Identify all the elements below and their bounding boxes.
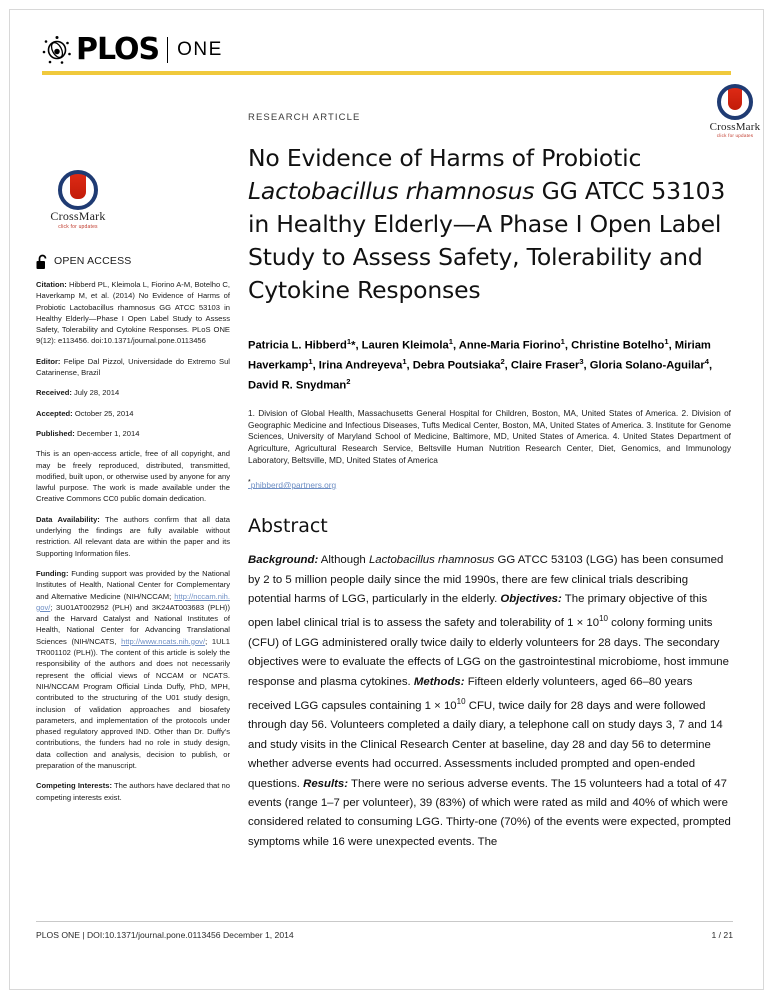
abstract-objectives-label: Objectives: <box>500 593 562 606</box>
title-line-4: Study to Assess Safety, Tolerability and <box>248 243 703 271</box>
crossmark-ring-shape <box>58 170 98 210</box>
accepted-block <box>36 408 230 419</box>
accepted-label: Accepted: <box>36 408 73 418</box>
corresponding-asterisk: * <box>248 478 251 486</box>
received-date: July 28, 2014 <box>71 388 120 398</box>
open-lock-icon <box>36 254 49 270</box>
published-date: December 1, 2014 <box>74 428 140 438</box>
abstract-background-label: Background: <box>248 554 319 567</box>
data-availability-text: The authors confirm that all data underlying the findings are fully available without restriction. All relevant data are within the paper and its Supporting Information files. <box>36 514 230 558</box>
affiliations-list: 1. Division of Global Health, Massachusetts General Hospital for Children, Boston, MA, United States of America. 2. Division of Geographic Medicine and Infectious Diseases, Tufts Medical Center, Boston, MA, United States of America. 3. Institute for Genome Sciences, University of Maryland School of Medicine, Baltimore, MD, United States of America. 4. United States Department of Agriculture, Agricultural Research Service, Beltsville Human Nutrition Research Center, Diet, Genomics, and Immunology Laboratory, Beltsville, MD, United States of America <box>248 407 731 465</box>
crossmark-tagline: click for updates <box>58 224 98 231</box>
data-availability-label: Data Availability: <box>36 514 100 524</box>
nccam-url-link[interactable]: http://nccam.nih.gov/ <box>36 591 230 612</box>
page-number: 1 / 21 <box>711 930 733 940</box>
title-species-italic: Lactobacillus rhamnosus <box>248 177 535 205</box>
page-footer <box>36 930 733 940</box>
title-line-5: Cytokine Responses <box>248 276 481 304</box>
editor-text: Felipe Dal Pizzol, Universidade do Extremo Sul Catarinense, Brazil <box>36 356 230 378</box>
received-label: Received: <box>36 388 72 398</box>
crossmark-tagline: click for updates <box>716 133 754 138</box>
open-access-label: OPEN ACCESS <box>54 255 132 268</box>
accepted-date: October 25, 2014 <box>72 408 134 418</box>
footer-divider <box>36 921 733 922</box>
article-main-column <box>248 112 731 852</box>
funding-block <box>36 568 230 771</box>
competing-interests-label: Competing Interests: <box>36 781 113 791</box>
abstract-results-text: There were no serious adverse events. The 15 volunteers had a total of 47 events (range 1–7 per volunteer), 39 (83%) of which were rated as mild and 40% of which were considered related to consuming LGG. Thirty-one (70%) of the events were expected, prompted symptoms while 16 were unexpected events. The <box>248 777 731 848</box>
received-block <box>36 387 230 398</box>
crossmark-label: CrossMark <box>50 209 106 223</box>
page-title <box>248 142 731 307</box>
title-line-3: in Healthy Elderly—A Phase I Open Label <box>248 210 722 238</box>
competing-interests-text: The authors have declared that no competing interests exist. <box>36 781 230 802</box>
footer-citation: PLOS ONE | DOI:10.1371/journal.pone.0113456 December 1, 2014 <box>36 930 294 940</box>
plos-logo-icon <box>42 35 72 65</box>
ncats-url-link[interactable]: http://www.ncats.nih.gov/ <box>121 636 206 646</box>
plos-wordmark: PLOS <box>76 32 160 67</box>
abstract-objectives-text: The primary objective of this open label clinical trial is to assess the safety and tolerability of $1 \times 10^{10}$ colony forming units (CFU) of LGG administered orally twice daily to elderly volunteers for 28 days. The secondary objectives were to evaluate the effects of LGG on the gastrointestinal microbiome, host immune response and plasma cytokines. <box>248 593 729 688</box>
corresponding-email-text: phibberd@partners.org <box>250 479 337 490</box>
funding-label: Funding: <box>36 568 69 578</box>
open-access-badge[interactable] <box>36 254 230 270</box>
abstract-results-label: Results: <box>303 777 349 790</box>
abstract-body <box>248 551 731 852</box>
crossmark-label: CrossMark <box>709 121 761 133</box>
citation-block <box>36 279 230 347</box>
article-type-kicker: RESEARCH ARTICLE <box>248 112 361 123</box>
published-block <box>36 428 230 439</box>
abstract-methods-label: Methods: <box>413 675 465 688</box>
crossmark-badge-sidebar[interactable] <box>36 170 230 244</box>
title-line-2b: GG ATCC 53103 <box>534 177 726 205</box>
citation-text: Hibberd PL, Kleimola L, Fiorino A-M, Botelho C, Haverkamp M, et al. (2014) No Evidence of Harms of Probiotic Lactobacillus rhamnosus GG ATCC 53103 in Healthy Elderly—Phase I Open Label Study to Assess Safety, Tolerability and Cytokine Responses. PLoS ONE 9(12): e113456. doi:10.1371/journal.pone.0113456 <box>36 280 230 346</box>
crossmark-icon <box>58 170 98 210</box>
title-line-1: No Evidence of Harms of Probiotic <box>248 144 642 172</box>
funding-text-part3: ; 1UL1 TR001102 (PLH)). The content of this article is solely the responsibility of the authors and does not necessarily represent the official views of NCCAM or NCATS. NIH/NCCAM Program Official Linda Duffy, PhD, MPH, contributed to the structuring of the U01 study design, inclusion of validation approaches and biosafety parameters, and implementation of the protocols under phased regulatory approved IND. Other than Dr. Duffy's contributions, the funders had no role in study design, data collection and analysis, decision to publish, or preparation of the manuscript. <box>36 636 230 770</box>
author-list: Patricia L. Hibberd$^1$*, Lauren Kleimola$^1$, Anne-Maria Fiorino$^1$, Christine Botelho$^1$, Miriam Haverkamp$^1$, Irina Andreyeva$^1$, Debra Poutsiaka$^2$, Claire Fraser$^3$, Gloria Solano-Aguilar$^4$, David R. Snydman$^2$ <box>248 337 713 393</box>
editor-label: Editor: <box>36 356 61 366</box>
published-label: Published: <box>36 428 75 438</box>
plos-one-wordmark: ONE <box>177 39 223 60</box>
article-metadata-sidebar <box>36 170 230 812</box>
plos-masthead <box>42 34 223 66</box>
abstract-methods-text: Fifteen elderly volunteers, aged 66–80 years received LGG capsules containing $1 \times 10^{10}$ CFU, twice daily for 28 days and were followed through day 56. Volunteers completed a daily diary, a telephone call on study days 3, 7 and 14 and study visits in the Clinical Research Center at baseline, day 28 and day 56 to determine whether adverse events had occurred. Assessments included prompted and open-ended questions. <box>248 675 723 790</box>
competing-interests-block <box>36 780 230 803</box>
data-availability-block <box>36 514 230 559</box>
funding-text-part1: Funding support was provided by the National Institutes of Health, National Center for Complementary and Alternative Medicine (NIH/NCCAM; <box>36 568 230 601</box>
copyright-block: This is an open-access article, free of all copyright, and may be freely reproduced, distributed, transmitted, modified, built upon, or otherwise used by anyone for any lawful purpose. The work is made available under the Creative Commons CC0 public domain dedication. <box>36 449 230 504</box>
funding-text-part2: ; 3U01AT002952 (PLH) and 3K24AT003683 (PLH)) and the Harvard Catalyst and National Institutes of Health, National Center for Advancing Translational Sciences (NIH/NCATS, <box>36 602 230 646</box>
masthead-divider <box>167 37 168 63</box>
editor-block <box>36 356 230 379</box>
citation-label: Citation: <box>36 280 67 289</box>
corresponding-author-email[interactable] <box>248 479 731 490</box>
abstract-heading: Abstract <box>248 515 328 538</box>
abstract-background-text: Although Lactobacillus rhamnosus GG ATCC 53103 (LGG) has been consumed by 2 to 5 million people daily since the mid 1990s, there are few clinical trials describing potential harms of LGG, particularly in the elderly. <box>248 554 724 606</box>
masthead-rule <box>42 71 731 75</box>
